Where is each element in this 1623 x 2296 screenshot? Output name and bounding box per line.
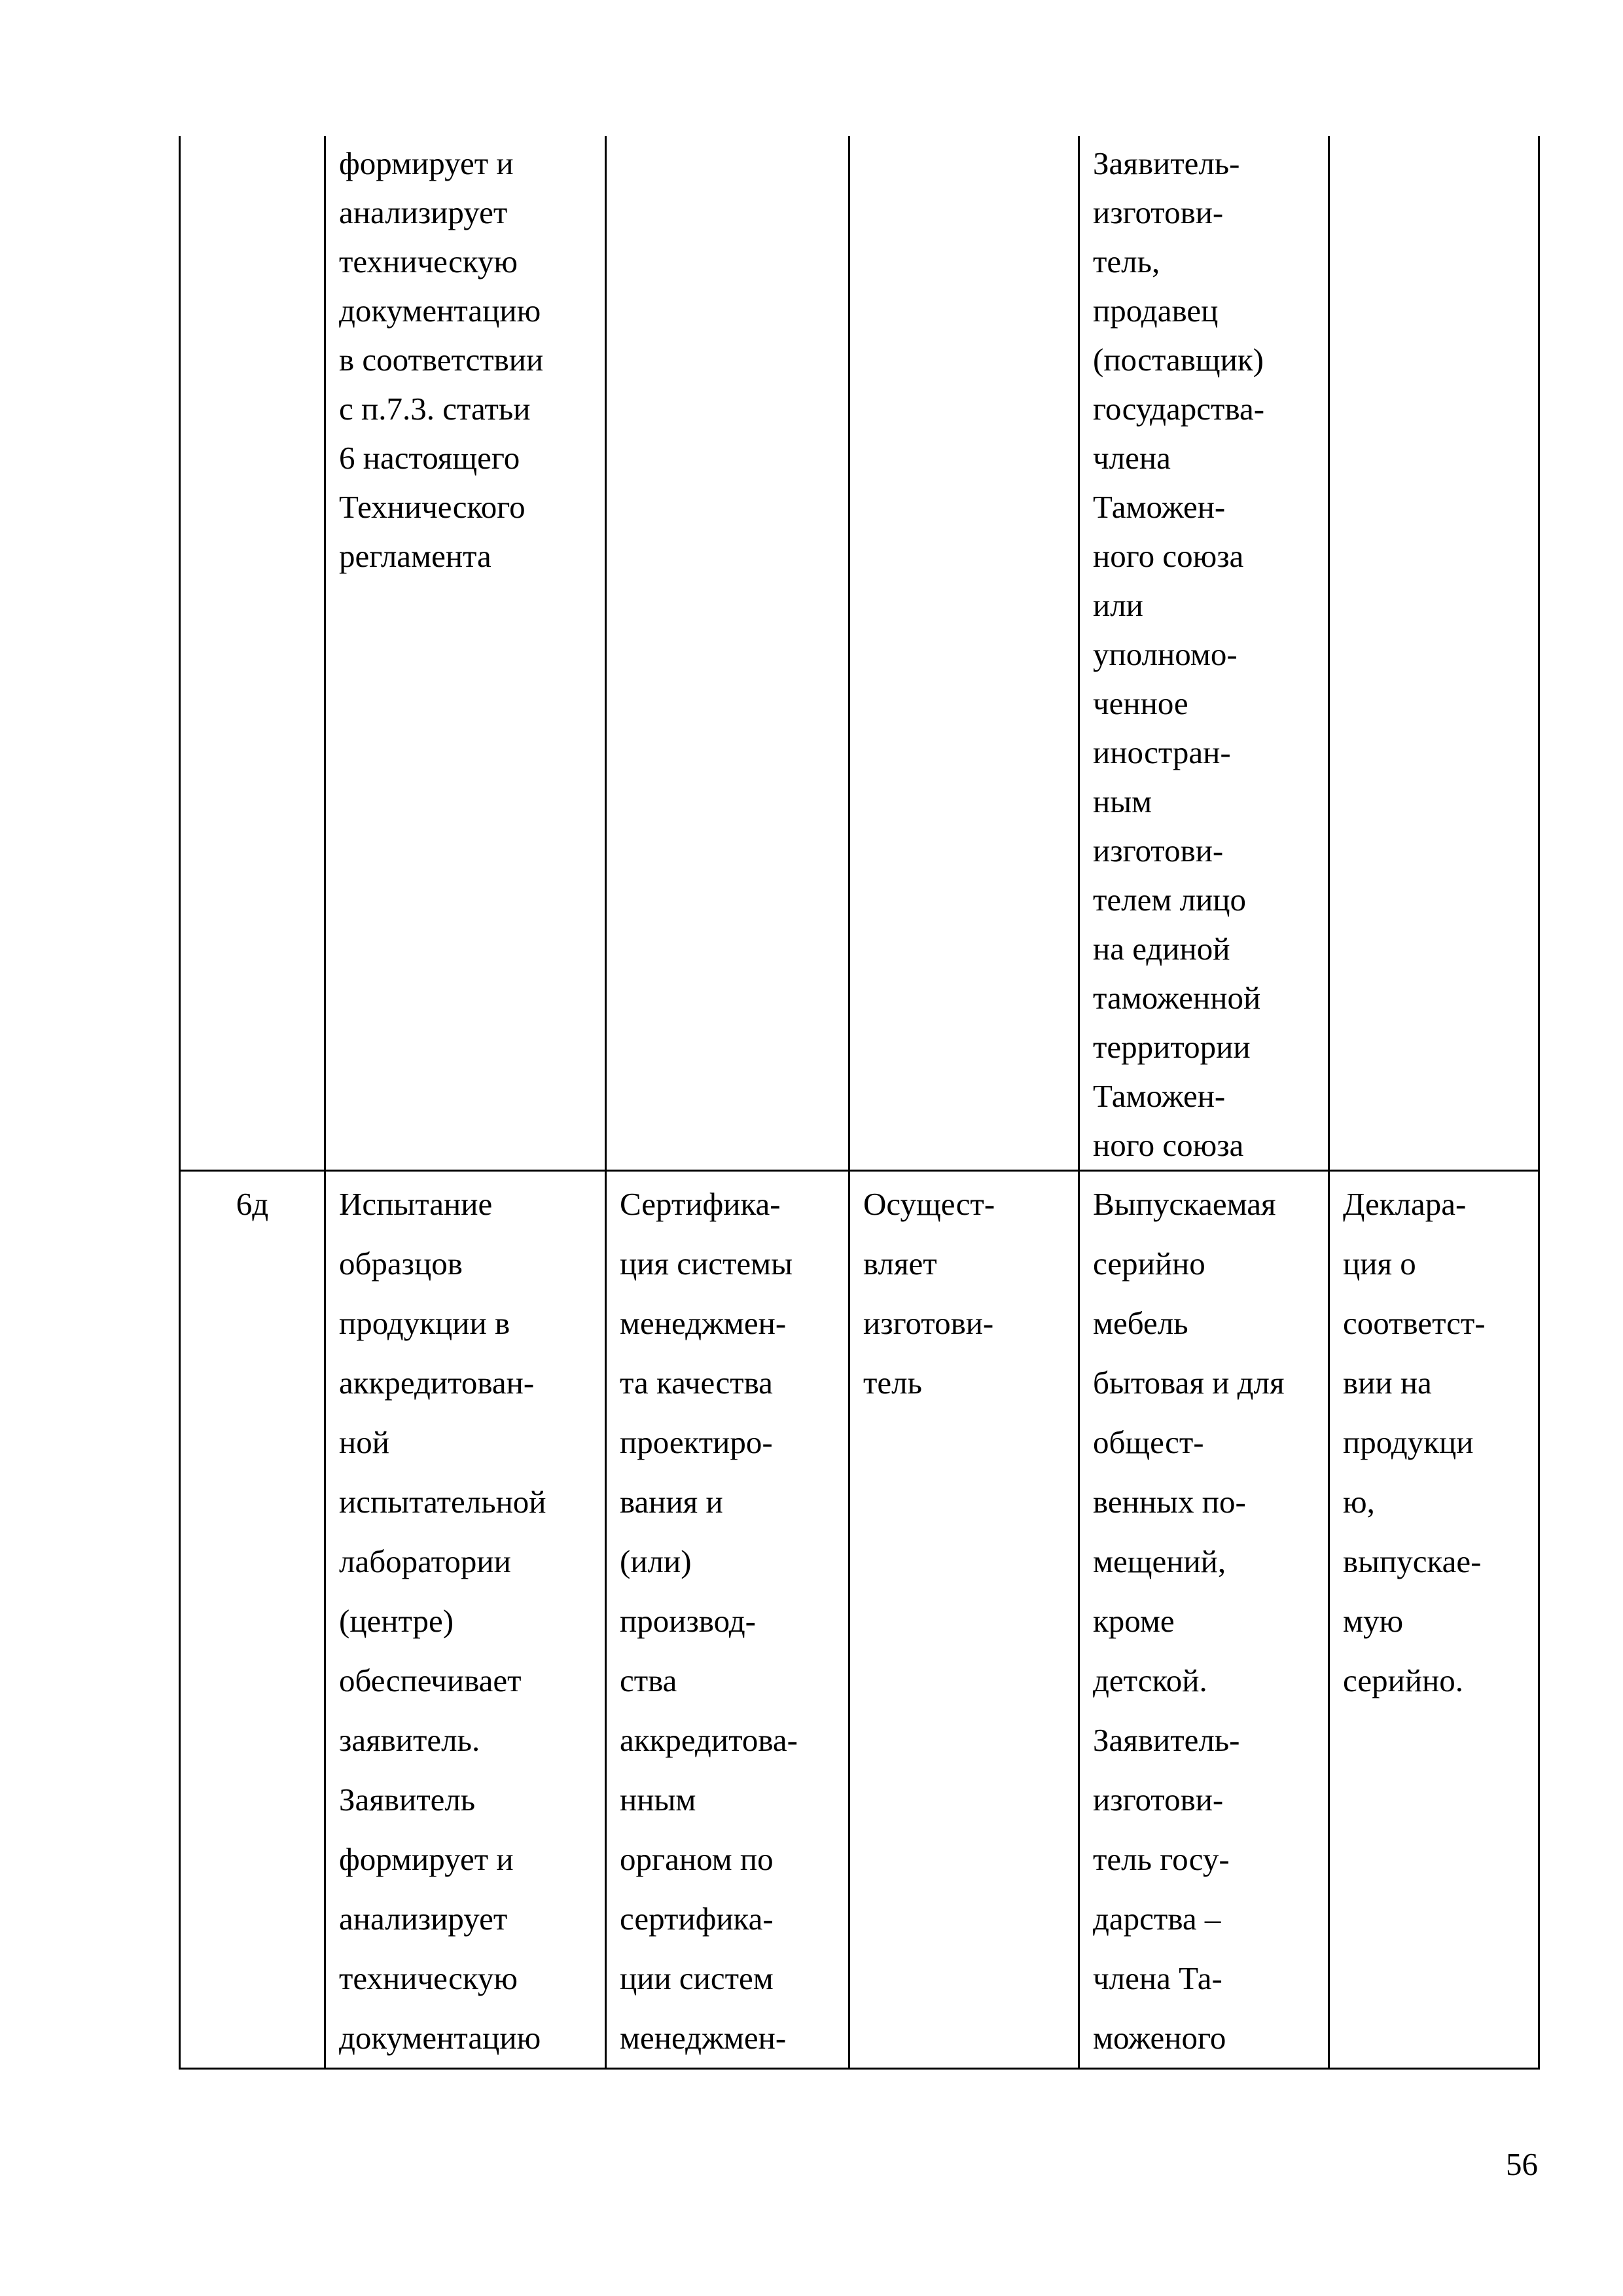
application-cell bbox=[1079, 1171, 1329, 2069]
cell-text-line: образцов bbox=[339, 1246, 463, 1282]
application-cell bbox=[1079, 136, 1329, 1171]
cell-text-line: Заявитель- bbox=[1093, 145, 1240, 181]
cell-text-line: та качества bbox=[620, 1365, 773, 1401]
cell-text-line: формирует и bbox=[339, 145, 514, 181]
cell-text-line: изготови- bbox=[1093, 194, 1224, 230]
cell-text-line: ным bbox=[1093, 783, 1152, 819]
cell-text-line: ного союза bbox=[1093, 538, 1244, 574]
cell-text-line: изготови- bbox=[1093, 1782, 1224, 1818]
cell-text-line: ю, bbox=[1343, 1484, 1375, 1520]
cell-text-line: продукци bbox=[1343, 1424, 1474, 1460]
cell-text-line: менеджмен- bbox=[620, 2020, 787, 2056]
cell-text-line: (поставщик) bbox=[1093, 342, 1264, 378]
scheme-number-cell: 6д bbox=[180, 1171, 325, 2069]
conformity-schemes-table bbox=[179, 136, 1540, 2070]
cell-text-line: уполномо- bbox=[1093, 636, 1238, 672]
cell-text-line: мую bbox=[1343, 1603, 1404, 1639]
cell-text-line: обеспечивает bbox=[339, 1662, 522, 1698]
scheme-elements-cell bbox=[325, 1171, 606, 2069]
cell-text-line: Таможен- bbox=[1093, 489, 1226, 525]
cell-text-line: моженого bbox=[1093, 2020, 1226, 2056]
scheme-elements-cell bbox=[325, 136, 606, 1171]
cell-text-line: Заявитель- bbox=[1093, 1722, 1240, 1758]
cell-text-line: продавец bbox=[1093, 293, 1219, 329]
cell-text-line: мещений, bbox=[1093, 1543, 1226, 1579]
cell-text-line: детской. bbox=[1093, 1662, 1207, 1698]
table-row bbox=[180, 1171, 1539, 2069]
cell-text-line: органом по bbox=[620, 1841, 774, 1877]
cell-text-line: техническую bbox=[339, 243, 518, 279]
cell-text-line: венных по- bbox=[1093, 1484, 1246, 1520]
cell-text-line: ция системы bbox=[620, 1246, 793, 1282]
cell-text-line: территории bbox=[1093, 1029, 1251, 1065]
cell-text-line: анализирует bbox=[339, 1901, 508, 1937]
scheme-number-cell bbox=[180, 136, 325, 1171]
cell-text-line: Таможен- bbox=[1093, 1078, 1226, 1114]
certification-cell bbox=[606, 136, 849, 1171]
cell-text-line: вии на bbox=[1343, 1365, 1432, 1401]
table-row bbox=[180, 136, 1539, 1171]
cell-text-line: члена bbox=[1093, 440, 1171, 476]
cell-text-line: (или) bbox=[620, 1543, 692, 1579]
cell-text-line: выпускае- bbox=[1343, 1543, 1482, 1579]
cell-text-line: тель, bbox=[1093, 243, 1160, 279]
document-cell bbox=[1329, 1171, 1539, 2069]
cell-text-line: документацию bbox=[339, 2020, 541, 2056]
cell-text-line: Выпускаемая bbox=[1093, 1186, 1276, 1222]
cell-text-line: продукции в bbox=[339, 1305, 510, 1341]
cell-text-line: Заявитель bbox=[339, 1782, 476, 1818]
cell-text-line: Испытание bbox=[339, 1186, 493, 1222]
cell-text-line: документацию bbox=[339, 293, 541, 329]
cell-text-line: изготови- bbox=[863, 1305, 994, 1341]
cell-text-line: кроме bbox=[1093, 1603, 1175, 1639]
cell-text-line: Сертифика- bbox=[620, 1186, 781, 1222]
cell-text-line: бытовая и для bbox=[1093, 1365, 1285, 1401]
cell-text-line: менеджмен- bbox=[620, 1305, 787, 1341]
cell-text-line: ного союза bbox=[1093, 1127, 1244, 1163]
page-number: 56 bbox=[1506, 2146, 1538, 2182]
cell-text-line: ченное bbox=[1093, 685, 1188, 721]
cell-text-line: на единой bbox=[1093, 931, 1230, 967]
cell-text-line: тель госу- bbox=[1093, 1841, 1230, 1877]
cell-text-line: производ- bbox=[620, 1603, 756, 1639]
cell-text-line: ной bbox=[339, 1424, 389, 1460]
cell-text-line: с п.7.3. статьи bbox=[339, 391, 531, 427]
performer-cell bbox=[849, 1171, 1079, 2069]
cell-text-line: техническую bbox=[339, 1960, 518, 1996]
performer-cell bbox=[849, 136, 1079, 1171]
cell-text-line: ции систем bbox=[620, 1960, 774, 1996]
cell-text-line: Деклара- bbox=[1343, 1186, 1467, 1222]
cell-text-line: лаборатории bbox=[339, 1543, 511, 1579]
cell-text-line: анализирует bbox=[339, 194, 508, 230]
cell-text-line: регламента bbox=[339, 538, 491, 574]
cell-text-line: аккредитован- bbox=[339, 1365, 535, 1401]
document-cell bbox=[1329, 136, 1539, 1171]
cell-text-line: в соответствии bbox=[339, 342, 544, 378]
cell-text-line: аккредитова- bbox=[620, 1722, 798, 1758]
cell-text-line: дарства – bbox=[1093, 1901, 1221, 1937]
cell-text-line: проектиро- bbox=[620, 1424, 773, 1460]
cell-text-line: ства bbox=[620, 1662, 677, 1698]
cell-text-line: серийно bbox=[1093, 1246, 1205, 1282]
cell-text-line: заявитель. bbox=[339, 1722, 480, 1758]
cell-text-line: или bbox=[1093, 587, 1143, 623]
cell-text-line: 6 настоящего bbox=[339, 440, 520, 476]
cell-text-line: (центре) bbox=[339, 1603, 454, 1639]
cell-text-line: таможенной bbox=[1093, 980, 1261, 1016]
cell-text-line: тель bbox=[863, 1365, 922, 1401]
cell-text-line: телем лицо bbox=[1093, 882, 1247, 918]
cell-text-line: сертифика- bbox=[620, 1901, 774, 1937]
cell-text-line: серийно. bbox=[1343, 1662, 1464, 1698]
cell-text-line: вания и bbox=[620, 1484, 723, 1520]
cell-text-line: соответст- bbox=[1343, 1305, 1486, 1341]
cell-text-line: формирует и bbox=[339, 1841, 514, 1877]
certification-cell bbox=[606, 1171, 849, 2069]
cell-text-line: иностран- bbox=[1093, 734, 1231, 770]
cell-text-line: Осущест- bbox=[863, 1186, 995, 1222]
cell-text-line: вляет bbox=[863, 1246, 937, 1282]
cell-text-line: мебель bbox=[1093, 1305, 1188, 1341]
cell-text-line: нным bbox=[620, 1782, 696, 1818]
cell-text-line: члена Та- bbox=[1093, 1960, 1222, 1996]
cell-text-line: общест- bbox=[1093, 1424, 1204, 1460]
cell-text-line: Технического bbox=[339, 489, 526, 525]
cell-text-line: испытательной bbox=[339, 1484, 546, 1520]
cell-text-line: изготови- bbox=[1093, 833, 1224, 869]
cell-text-line: ция о bbox=[1343, 1246, 1416, 1282]
cell-text-line: государства- bbox=[1093, 391, 1265, 427]
